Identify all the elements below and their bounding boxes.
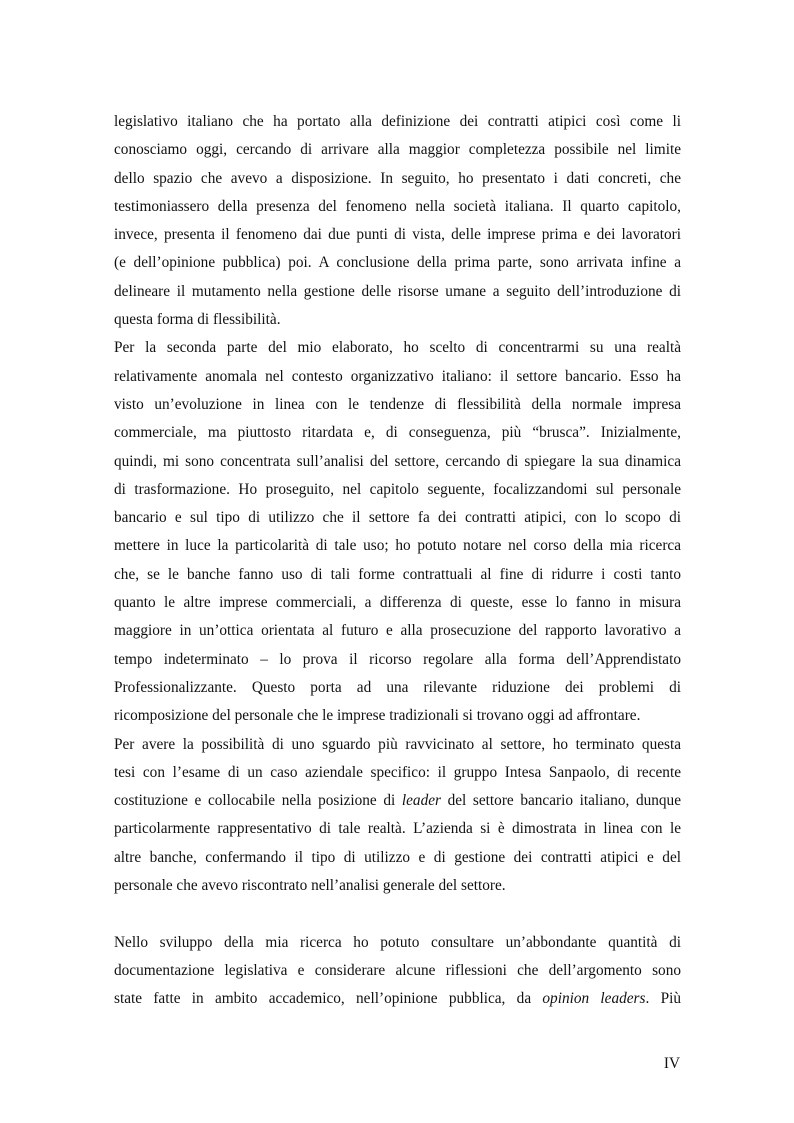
text-line: quindi, mi sono concentrata sull’analisi del settore, cercando di spiegare la sua dinamica — [114, 452, 681, 470]
text-line: di trasformazione. Ho proseguito, nel capitolo seguente, focalizzandomi sul personale — [114, 480, 681, 498]
text-line: Per avere la possibilità di uno sguardo più ravvicinato al settore, ho terminato questa — [114, 735, 681, 753]
text-line: personale che avevo riscontrato nell’analisi generale del settore. — [114, 877, 506, 895]
text-line: dello spazio che avevo a disposizione. In seguito, ho presentato i dati concreti, che — [114, 169, 681, 187]
text-segment: del settore bancario italiano, dunque — [440, 792, 681, 810]
text-line: particolarmente rappresentativo di tale realtà. L’azienda si è dimostrata in linea con le — [114, 820, 681, 838]
text-line: bancario e sul tipo di utilizzo che il settore fa dei contratti atipici, con lo scopo di — [114, 509, 681, 527]
text-line — [114, 985, 681, 1013]
text-line: legislativo italiano che ha portato alla definizione dei contratti atipici così come li — [114, 113, 681, 130]
text-line: maggiore in un’ottica orientata al futuro e alla prosecuzione del rapporto lavorativo a — [114, 622, 681, 640]
text-line: tempo indeterminato – lo prova il ricorso regolare alla forma dell’Apprendistato — [114, 650, 681, 668]
italic-term: leader — [401, 792, 441, 810]
paragraph-4 — [114, 929, 681, 1014]
text-line: altre banche, confermando il tipo di utilizzo e di gestione dei contratti atipici e del — [114, 848, 681, 866]
text-segment: . Più — [645, 990, 681, 1008]
text-line: conosciamo oggi, cercando di arrivare alla maggior completezza possibile nel limite — [114, 141, 681, 159]
paragraph-2 — [114, 334, 681, 730]
italic-term: opinion leaders — [542, 990, 646, 1008]
text-line: quanto le altre imprese commerciali, a differenza di queste, esse lo fanno in misura — [114, 594, 681, 612]
text-line: ricomposizione del personale che le imprese tradizionali si trovano oggi ad affrontare. — [114, 707, 641, 725]
text-line: (e dell’opinione pubblica) poi. A conclusione della prima parte, sono arrivata infine a — [114, 254, 681, 272]
paragraph-gap — [114, 900, 681, 928]
text-segment: state fatte in ambito accademico, nell’opinione pubblica, da — [114, 990, 543, 1008]
text-line — [114, 787, 681, 815]
page-number: IV — [663, 1055, 680, 1072]
paragraph-3 — [114, 731, 681, 901]
paragraph-1 — [114, 108, 681, 334]
text-line: visto un’evoluzione in linea con le tendenze di flessibilità della normale impresa — [114, 395, 681, 413]
text-line: mettere in luce la particolarità di tale uso; ho potuto notare nel corso della mia ricerca — [114, 537, 681, 555]
text-line: tesi con l’esame di un caso aziendale specifico: il gruppo Intesa Sanpaolo, di recente — [114, 763, 681, 781]
text-segment: costituzione e collocabile nella posizione di — [114, 792, 402, 810]
text-line: testimoniassero della presenza del fenomeno nella società italiana. Il quarto capitolo, — [114, 197, 681, 215]
text-line: Professionalizzante. Questo porta ad una rilevante riduzione dei problemi di — [114, 678, 681, 696]
text-line: che, se le banche fanno uso di tali forme contrattuali al fine di ridurre i costi tanto — [114, 565, 681, 583]
text-line: Nello sviluppo della mia ricerca ho potuto consultare un’abbondante quantità di — [114, 933, 681, 951]
text-line: documentazione legislativa e considerare alcune riflessioni che dell’argomento sono — [114, 961, 681, 979]
text-line: Per la seconda parte del mio elaborato, ho scelto di concentrarmi su una realtà — [114, 339, 681, 357]
text-line: invece, presenta il fenomeno dai due punti di vista, delle imprese prima e dei lavoratori — [114, 226, 681, 244]
text-line: questa forma di flessibilità. — [114, 311, 281, 329]
text-line: relativamente anomala nel contesto organizzativo italiano: il settore bancario. Esso ha — [114, 367, 681, 385]
text-line: commerciale, ma piuttosto ritardata e, di conseguenza, più “brusca”. Inizialmente, — [114, 424, 681, 442]
text-line: delineare il mutamento nella gestione delle risorse umane a seguito dell’introduzione di — [114, 282, 681, 300]
document-page — [114, 108, 681, 1014]
